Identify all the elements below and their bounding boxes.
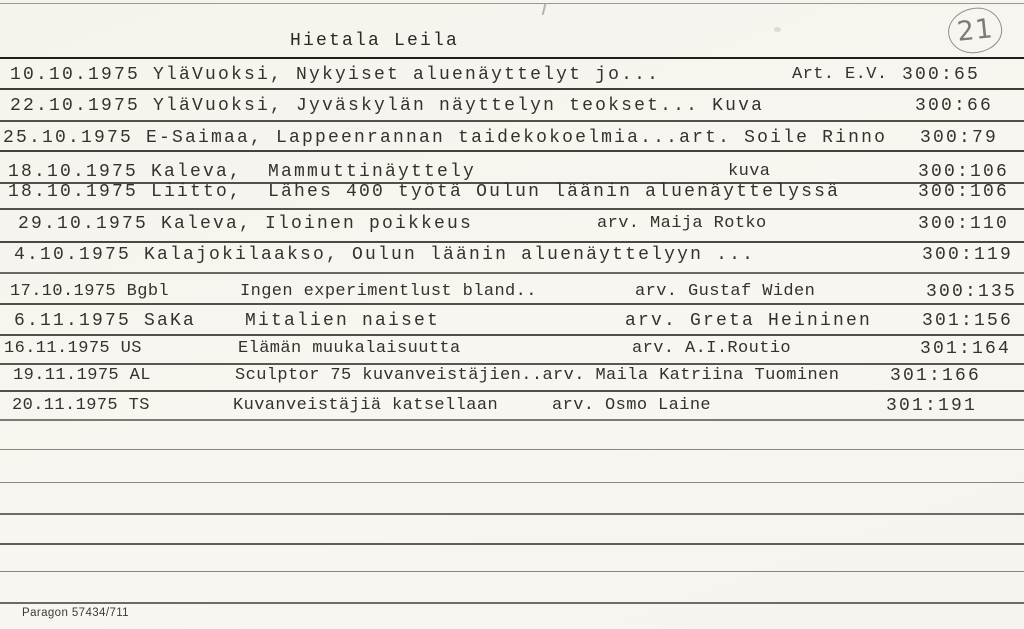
entry-row bbox=[0, 244, 1024, 266]
entry-ref: 301:191 bbox=[886, 396, 978, 416]
entry-text: 18.10.1975 Liitto, Lähes 400 työtä Oulun läänin aluenäyttelyssä bbox=[8, 182, 841, 202]
entry-ref: 301:166 bbox=[890, 366, 982, 386]
entry-text: 17.10.1975 Bgbl bbox=[10, 282, 170, 301]
entry-row bbox=[0, 95, 1024, 117]
rule-line bbox=[0, 390, 1024, 392]
entry-row bbox=[0, 181, 1024, 203]
header-rule-line bbox=[0, 57, 1024, 60]
rule-line bbox=[0, 150, 1024, 152]
entry-title: Ingen experimentlust bland.. bbox=[240, 282, 537, 301]
entry-row bbox=[0, 338, 1024, 360]
entry-credit: arv. Greta Heininen bbox=[625, 311, 873, 331]
rule-line bbox=[0, 3, 1024, 4]
entry-text: 10.10.1975 YläVuoksi, Nykyiset aluenäyttelyt jo... bbox=[10, 65, 661, 85]
scan-smudge bbox=[774, 27, 781, 32]
rule-line bbox=[0, 571, 1024, 572]
entry-row bbox=[0, 395, 1024, 417]
entry-credit: arv. Osmo Laine bbox=[552, 396, 712, 415]
rule-line bbox=[0, 449, 1024, 450]
rule-line bbox=[0, 120, 1024, 122]
entry-title: Mitalien naiset bbox=[245, 311, 441, 331]
entry-text: 16.11.1975 US bbox=[4, 339, 142, 358]
rule-line bbox=[0, 88, 1024, 90]
entry-title: Sculptor 75 kuvanveistäjien..arv. Maila Katriina Tuominen bbox=[235, 366, 840, 385]
entry-ref: 300:110 bbox=[918, 214, 1010, 234]
entry-credit: arv. Maija Rotko bbox=[597, 214, 767, 233]
entry-credit: arv. Gustaf Widen bbox=[635, 282, 816, 301]
entry-credit: arv. A.I.Routio bbox=[632, 339, 792, 358]
entry-text: 4.10.1975 Kalajokilaakso, Oulun läänin aluenäyttelyyn ... bbox=[14, 245, 756, 265]
entry-ref: 300:106 bbox=[918, 182, 1010, 202]
entry-ref: 300:135 bbox=[926, 282, 1018, 302]
entry-text: 22.10.1975 YläVuoksi, Jyväskylän näyttelyn teokset... Kuva bbox=[10, 96, 765, 116]
entry-ref: 301:156 bbox=[922, 311, 1014, 331]
rule-line bbox=[0, 272, 1024, 274]
entry-row bbox=[0, 64, 1024, 86]
entry-row bbox=[0, 213, 1024, 235]
entry-text: 20.11.1975 TS bbox=[12, 396, 150, 415]
entry-credit: Art. E.V. bbox=[792, 65, 888, 84]
card-manufacturer-label: Paragon 57434/711 bbox=[22, 607, 129, 619]
entry-ref: 300:66 bbox=[915, 96, 994, 116]
entry-credit: kuva bbox=[728, 162, 771, 181]
entry-text: 25.10.1975 E-Saimaa, Lappeenrannan taidekokoelmia...art. Soile Rinno bbox=[3, 128, 888, 148]
rule-line bbox=[0, 602, 1024, 604]
entry-text: 6.11.1975 SaKa bbox=[14, 311, 197, 331]
entry-ref: 300:119 bbox=[922, 245, 1014, 265]
rule-line bbox=[0, 419, 1024, 421]
rule-line bbox=[0, 241, 1024, 243]
entry-row bbox=[0, 365, 1024, 387]
entry-ref: 300:79 bbox=[920, 128, 999, 148]
entry-ref: 301:164 bbox=[920, 339, 1012, 359]
entry-row bbox=[0, 161, 1024, 183]
entry-row bbox=[0, 127, 1024, 149]
scan-mark bbox=[542, 4, 547, 15]
entry-text: 29.10.1975 Kaleva, Iloinen poikkeus bbox=[18, 214, 474, 234]
rule-line bbox=[0, 303, 1024, 305]
card-title: Hietala Leila bbox=[290, 31, 460, 51]
entry-ref: 300:106 bbox=[918, 162, 1010, 182]
entry-title: Elämän muukalaisuutta bbox=[238, 339, 461, 358]
entry-title: Kuvanveistäjiä katsellaan bbox=[233, 396, 499, 415]
entry-text: 19.11.1975 AL bbox=[13, 366, 151, 385]
entry-row bbox=[0, 281, 1024, 303]
rule-line bbox=[0, 334, 1024, 336]
entry-ref: 300:65 bbox=[902, 65, 981, 85]
entry-row bbox=[0, 310, 1024, 332]
rule-line bbox=[0, 208, 1024, 210]
rule-line bbox=[0, 482, 1024, 483]
rule-line bbox=[0, 513, 1024, 515]
rule-line bbox=[0, 543, 1024, 545]
entry-text: 18.10.1975 Kaleva, Mammuttinäyttely bbox=[8, 162, 477, 182]
page-number-circle bbox=[945, 4, 1005, 57]
page-number: 21 bbox=[955, 13, 995, 48]
